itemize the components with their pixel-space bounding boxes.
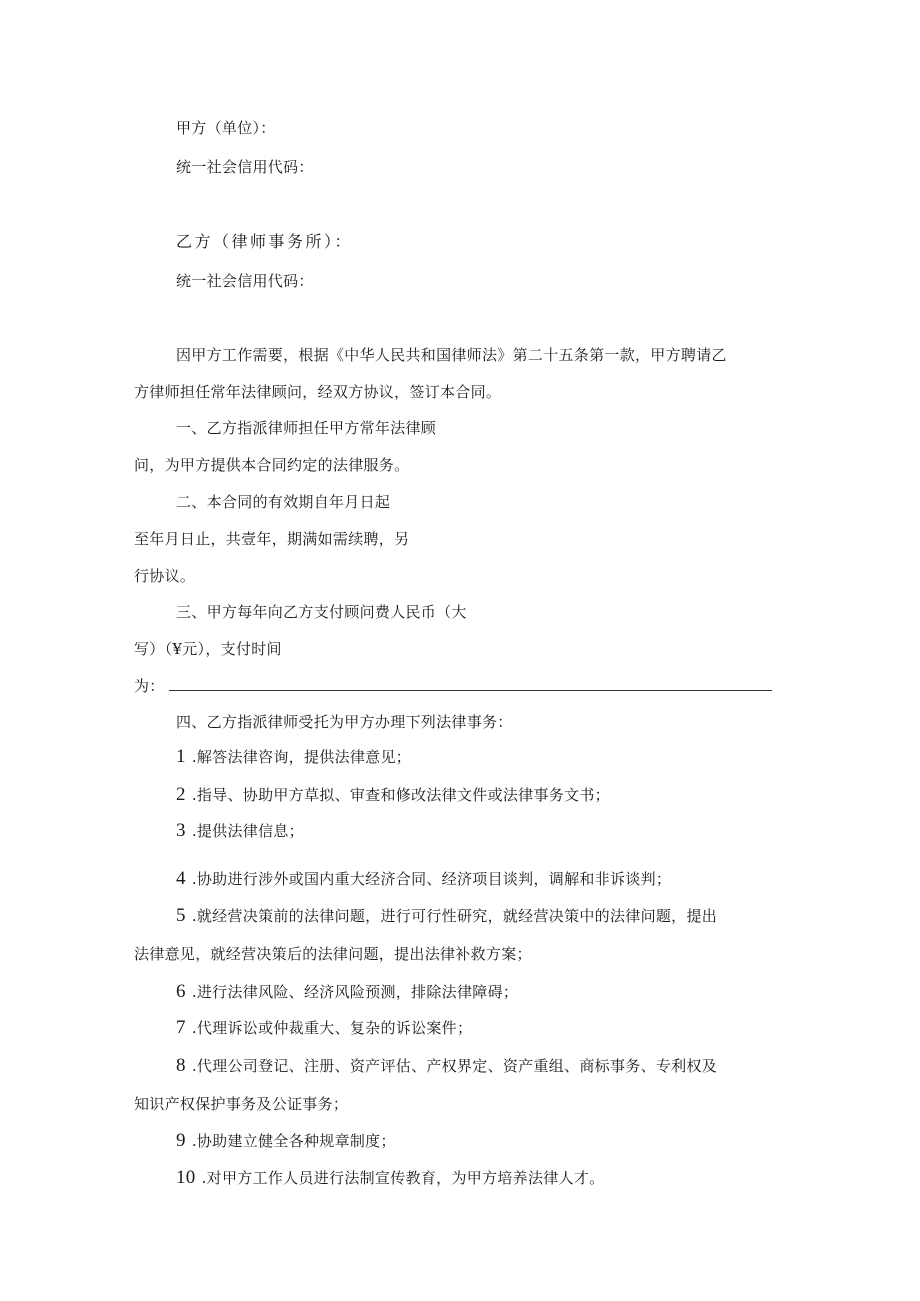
- service-item: [176, 1018, 472, 1038]
- service-item: [176, 1168, 604, 1188]
- clause-3-line-2: 写）（¥元），支付时间: [134, 640, 282, 658]
- clause-2-line-2: 至年月日止，共壹年，期满如需续聘，另: [134, 530, 410, 548]
- clause-2-line-1: 二、本合同的有效期自年月日起: [176, 493, 391, 511]
- party-b-name-label: 乙方（律师事务所）：: [176, 232, 354, 251]
- service-item-number: 1: [176, 746, 186, 767]
- service-item: [176, 785, 610, 805]
- clause-3-line-1: 三、甲方每年向乙方支付顾问费人民币（大: [176, 603, 467, 621]
- clause-1-line-1: 一、乙方指派律师担任甲方常年法律顾: [176, 419, 437, 437]
- service-item-text: .对甲方工作人员进行法制宣传教育，为甲方培养法律人才。: [201, 1169, 605, 1187]
- service-item-text: .代理诉讼或仲裁重大、复杂的诉讼案件；: [191, 1019, 473, 1037]
- service-item-number: 7: [176, 1017, 186, 1038]
- service-item: [176, 906, 717, 926]
- service-item-text: .协助进行涉外或国内重大经济合同、经济项目谈判，调解和非诉谈判；: [191, 870, 672, 888]
- party-b-credit-code-label: 统一社会信用代码：: [176, 272, 314, 290]
- preamble-line-1: 因甲方工作需要，根据《中华人民共和国律师法》第二十五条第一款，甲方聘请乙: [176, 346, 727, 364]
- service-item: [176, 982, 518, 1002]
- service-item-text: .协助建立健全各种规章制度；: [191, 1132, 396, 1150]
- service-item-continuation: 知识产权保护事务及公证事务；: [134, 1095, 349, 1113]
- payment-time-blank: [169, 676, 772, 691]
- service-item-text: .解答法律咨询，提供法律意见；: [191, 748, 412, 766]
- service-item-number: 9: [176, 1130, 186, 1151]
- service-item-text: .提供法律信息；: [191, 822, 304, 840]
- service-item-number: 4: [176, 868, 186, 889]
- service-item-number: 5: [176, 905, 186, 926]
- service-item-text: .进行法律风险、经济风险预测，排除法律障碍；: [191, 983, 519, 1001]
- service-item-number: 6: [176, 981, 186, 1002]
- clause-3-line-3: [134, 676, 772, 696]
- payment-time-label: 为：: [134, 677, 165, 695]
- service-item-text: .指导、协助甲方草拟、审查和修改法律文件或法律事务文书；: [191, 786, 610, 804]
- service-item: [176, 869, 671, 889]
- party-a-credit-code-label: 统一社会信用代码：: [176, 158, 314, 176]
- clause-1-line-2: 问，为甲方提供本合同约定的法律服务。: [134, 456, 410, 474]
- service-item-number: 3: [176, 820, 186, 841]
- preamble-line-2: 方律师担任常年法律顾问，经双方协议，签订本合同。: [134, 383, 502, 401]
- service-item-continuation: 法律意见，就经营决策后的法律问题，提出法律补救方案；: [134, 945, 532, 963]
- service-item: [176, 1056, 717, 1076]
- service-item: [176, 1131, 396, 1151]
- service-item: [176, 821, 304, 841]
- service-item-text: .就经营决策前的法律问题，进行可行性研究，就经营决策中的法律问题，提出: [191, 907, 718, 925]
- clause-4-heading: 四、乙方指派律师受托为甲方办理下列法律事务：: [176, 713, 513, 731]
- party-a-name-label: 甲方（单位）：: [176, 119, 276, 137]
- service-item-number: 10: [176, 1167, 196, 1188]
- service-item-text: .代理公司登记、注册、资产评估、产权界定、资产重组、商标事务、专利权及: [191, 1057, 718, 1075]
- service-item: [176, 747, 411, 767]
- clause-2-line-3: 行协议。: [134, 567, 196, 585]
- service-item-number: 8: [176, 1055, 186, 1076]
- service-item-number: 2: [176, 784, 186, 805]
